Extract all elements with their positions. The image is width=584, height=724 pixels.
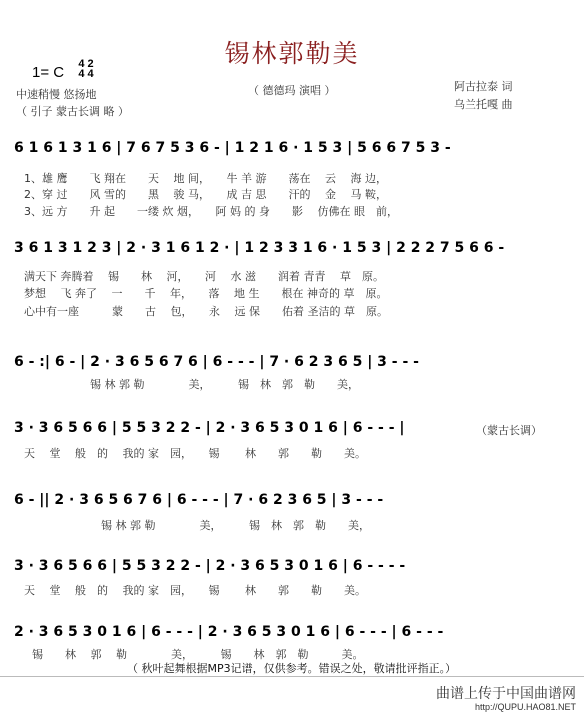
time-signature-top: 4 2: [78, 58, 94, 70]
lyric-line-6: 心中有一座 蒙 古 包， 永 远 保 佑着 圣洁的 草 原。: [24, 305, 388, 318]
site-url: http://QUPU.HAO81.NET: [474, 702, 576, 712]
lyric-line-7: 锡 林 郭 勒 美， 锡 林 郭 勒 美，: [24, 378, 359, 391]
lyric-line-8: 天 堂 般 的 我的 家 园， 锡 林 郭 勒 美。: [24, 447, 366, 460]
notation-row-7: 2 · 3 6 5 3 0 1 6 | 6 - - - | 2 · 3 6 5 3 0 1 6 | 6 - - - | 6 - - -: [14, 624, 444, 640]
lyric-line-2: 2、穿 过 风 雪的 黑 骏 马， 成 吉 思 汗的 金 马 鞍，: [24, 188, 387, 201]
notation-row-3: 6 - :| 6 - | 2 · 3 6 5 6 7 6 | 6 - - - | 7 · 6 2 3 6 5 | 3 - - -: [14, 354, 419, 370]
tempo-marking: 中速稍慢 悠扬地: [16, 88, 97, 101]
lyric-line-10: 天 堂 般 的 我的 家 园， 锡 林 郭 勒 美。: [24, 584, 366, 597]
notation-row-4: 3 · 3 6 5 6 6 | 5 5 3 2 2 - | 2 · 3 6 5 3 0 1 6 | 6 - - - |: [14, 420, 405, 436]
lyric-line-3: 3、远 方 升 起 一缕 炊 烟， 阿 妈 的 身 影 仿佛在 眼 前，: [24, 205, 398, 218]
composer-credit: 乌兰托嘎 曲: [454, 98, 513, 111]
time-signature-bottom: 4 4: [78, 68, 94, 80]
key-signature: 1= C: [32, 64, 65, 81]
site-name: 曲谱上传于中国曲谱网: [436, 685, 576, 701]
lyricist-credit: 阿古拉泰 词: [454, 80, 513, 93]
intro-note: （ 引子 蒙古长调 略 ）: [16, 105, 129, 118]
long-tune-label: （蒙古长调）: [476, 424, 542, 437]
lyric-line-5: 梦想 飞 奔了 一 千 年， 落 地 生 根在 神奇的 草 原。: [24, 287, 388, 300]
notation-row-2: 3 6 1 3 1 2 3 | 2 · 3 1 6 1 2 · | 1 2 3 3 1 6 · 1 5 3 | 2 2 2 7 5 6 6 -: [14, 240, 505, 256]
song-title: 锡林郭勒美: [224, 39, 360, 68]
notation-row-5: 6 - || 2 · 3 6 5 6 7 6 | 6 - - - | 7 · 6 2 3 6 5 | 3 - - -: [14, 492, 384, 508]
time-signature: [74, 59, 98, 79]
lyric-line-4: 满天下 奔腾着 锡 林 河， 河 水 滋 润着 青青 草 原。: [24, 270, 384, 283]
lyric-line-1: 1、雄 鹰 飞 翔在 天 地 间， 牛 羊 游 荡在 云 海 边，: [24, 172, 387, 185]
footer-divider: [0, 676, 584, 677]
singer-credit: （ 德德玛 演唱 ）: [248, 84, 336, 97]
transcription-note: （ 秋叶起舞根据MP3记谱，仅供参考。错误之处，敬请批评指正。）: [127, 662, 457, 675]
lyric-line-9: 锡 林 郭 勒 美， 锡 林 郭 勒 美，: [24, 519, 370, 532]
lyric-line-11: 锡 林 郭 勒 美， 锡 林 郭 勒 美。: [32, 648, 364, 661]
notation-row-1: 6 1 6 1 3 1 6 | 7 6 7 5 3 6 - | 1 2 1 6 · 1 5 3 | 5 6 6 7 5 3 -: [14, 140, 451, 156]
notation-row-6: 3 · 3 6 5 6 6 | 5 5 3 2 2 - | 2 · 3 6 5 3 0 1 6 | 6 - - - -: [14, 558, 406, 574]
